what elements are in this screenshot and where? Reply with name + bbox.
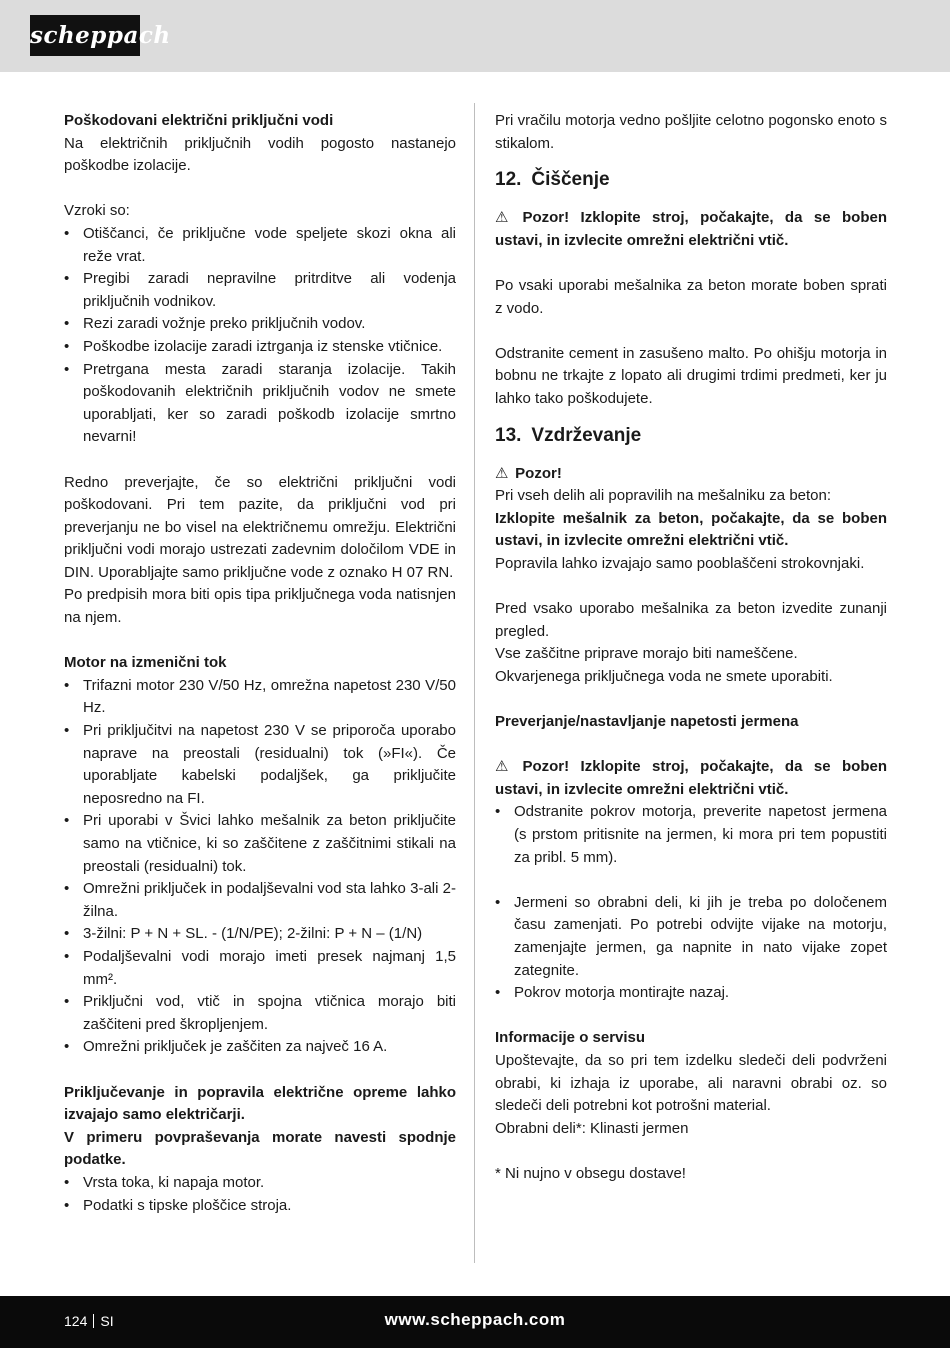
section-number: 12. — [495, 169, 522, 191]
section-title: Čiščenje — [531, 169, 610, 191]
belt-tension-title: Preverjanje/nastavljanje napetosti jermena — [495, 713, 799, 731]
list-item: • Podatki s tipske ploščice stroja. — [64, 1195, 456, 1218]
maintenance-heading — [495, 411, 887, 463]
right-column — [495, 110, 887, 1186]
cleaning-warning — [495, 207, 887, 252]
footnote: * Ni nujno v obsegu dostave! — [495, 1164, 686, 1182]
list-item: • Pretrgana mesta zaradi staranja izolacije. Takih poškodovanih električnih priključnih vodov ne smete uporabljati, ker so zaradi poškodb izolacije smrtno nevarni! — [64, 359, 456, 449]
list-item: • 3-žilni: P + N + SL. - (1/N/PE); 2-žilni: P + N – (1/N) — [64, 923, 456, 946]
section-number: 13. — [495, 424, 522, 446]
left-column — [64, 110, 456, 1217]
causes-label: Vzroki so: — [64, 202, 130, 220]
warning-triangle-icon: ⚠ — [495, 464, 509, 482]
section-title: Vzdrževanje — [531, 424, 642, 446]
list-item: • Pregibi zaradi nepravilne pritrditve ali vodenja priključnih vodnikov. — [64, 268, 456, 313]
inquiry-note: V primeru povpraševanja morate navesti spodnje podatke. — [64, 1128, 456, 1169]
list-item: • Pri priključitvi na napetost 230 V se priporoča uporabo naprave na preostali (residualni) tok (»FI«). Če uporabljate kabelski podaljšek, ga priključite neposredno na FI. — [64, 720, 456, 810]
list-item: • Omrežni priključek je zaščiten za največ 16 A. — [64, 1036, 456, 1059]
cleaning-paragraph-2: Odstranite cement in zasušeno malto. Po ohišju motorja in bobnu ne trkajte z lopato ali drugimi trdimi predmeti, ker ju lahko tako poškodujete. — [495, 344, 887, 407]
language-code: SI — [100, 1313, 114, 1329]
list-item: • Pokrov motorja montirajte nazaj. — [495, 982, 887, 1005]
maintenance-authorized: Popravila lahko izvajajo samo pooblaščeni strokovnjaki. — [495, 554, 865, 572]
maintenance-cable: Okvarjenega priključnega voda ne smete uporabiti. — [495, 667, 833, 685]
warning-triangle-icon: ⚠ — [495, 209, 509, 227]
list-item: • Poškodbe izolacije zaradi iztrganja iz stenske vtičnice. — [64, 336, 456, 359]
causes-list — [64, 223, 456, 449]
wear-parts: Obrabni deli*: Klinasti jermen — [495, 1119, 689, 1137]
maintenance-guards: Vse zaščitne priprave morajo biti nameščene. — [495, 645, 798, 663]
maintenance-bold-instruction: Izklopite mešalnik za beton, počakajte, da se boben ustavi, in izvlecite omrežni električni vtič. — [495, 509, 887, 550]
damaged-cables-intro: Na električnih priključnih vodih pogosto nastanejo poškodbe izolacije. — [64, 134, 456, 175]
electricians-note: Priključevanje in popravila električne opreme lahko izvajajo samo električarji. — [64, 1083, 456, 1124]
cleaning-heading — [495, 155, 887, 207]
service-info-title: Informacije o servisu — [495, 1029, 646, 1047]
maintenance-warning — [495, 463, 887, 486]
maintenance-line: Pri vseh delih ali popravilih na mešalniku za beton: — [495, 487, 832, 505]
maintenance-check: Pred vsako uporabo mešalnika za beton izvedite zunanji pregled. — [495, 600, 887, 640]
warning-text: Pozor! Izklopite stroj, počakajte, da se boben ustavi, in izvlecite omrežni električni vtič. — [495, 209, 887, 249]
belt-warning — [495, 756, 887, 801]
list-item: • Otiščanci, če priključne vode speljete skozi okna ali reže vrat. — [64, 223, 456, 268]
warning-triangle-icon: ⚠ — [495, 758, 509, 776]
warning-text: Pozor! — [515, 464, 562, 482]
ac-motor-list — [64, 675, 456, 1059]
page-header — [0, 0, 950, 72]
list-item: • Pri uporabi v Švici lahko mešalnik za beton priključite samo na vtičnice, ki so zaščitene z zaščitnimi stikali na preostali (residualni) tok. — [64, 810, 456, 878]
service-info-paragraph: Upoštevajte, da so pri tem izdelku sledeči deli podvrženi obrabi, ki izhaja iz uporabe, ali naravni obrabi oz. so sledeči deli potrebni kot potrošni material. — [495, 1051, 887, 1115]
page-number-value: 124 — [64, 1313, 88, 1329]
check-cables-paragraph: Redno preverjajte, če so električni priključni vodi poškodovani. Pri tem pazite, da priključni vod pri preverjanju ne bo visel na električnemu omrežju. Električni priključni vodi morajo ustrezati zadevnim določilom VDE in DIN. Uporabljajte samo priključne vode z oznako H 07 RN. — [64, 473, 456, 581]
cable-type-paragraph: Po predpisih mora biti opis tipa priključnega voda natisnjen na njem. — [64, 586, 456, 627]
cleaning-paragraph-1: Po vsaki uporabi mešalnika za beton morate boben sprati z vodo. — [495, 276, 887, 317]
warning-text: Pozor! Izklopite stroj, počakajte, da se boben ustavi, in izvlecite omrežni električni vtič. — [495, 758, 887, 798]
list-item: • Omrežni priključek in podaljševalni vod sta lahko 3-ali 2-žilna. — [64, 878, 456, 923]
column-divider — [474, 103, 475, 1263]
list-item: • Priključni vod, vtič in spojna vtičnica morajo biti zaščiteni pred škropljenjem. — [64, 991, 456, 1036]
belt-list-a — [495, 801, 887, 869]
website-link[interactable]: www.scheppach.com — [384, 1310, 566, 1329]
page-footer — [0, 1296, 950, 1348]
ac-motor-title: Motor na izmenični tok — [64, 654, 227, 672]
list-item: • Podaljševalni vodi morajo imeti presek najmanj 1,5 mm². — [64, 946, 456, 991]
belt-list-b — [495, 892, 887, 1005]
list-item: • Odstranite pokrov motorja, preverite napetost jermena (s prstom pritisnite na jermen, ki mora pri tem popustiti za pribl. 5 mm). — [495, 801, 887, 869]
list-item: • Jermeni so obrabni deli, ki jih je treba po določenem času zamenjati. Po potrebi odvijte vijake na motorju, zamenjajte jermen, ga napnite in nato vijake zopet zategnite. — [495, 892, 887, 982]
return-paragraph: Pri vračilu motorja vedno pošljite celotno pogonsko enoto s stikalom. — [495, 112, 887, 152]
list-item: • Vrsta toka, ki napaja motor. — [64, 1172, 456, 1195]
inquiry-list — [64, 1172, 456, 1217]
scheppach-logo: scheppach — [30, 15, 140, 56]
damaged-cables-title: Poškodovani električni priključni vodi — [64, 112, 334, 129]
list-item: • Trifazni motor 230 V/50 Hz, omrežna napetost 230 V/50 Hz. — [64, 675, 456, 720]
list-item: • Rezi zaradi vožnje preko priključnih vodov. — [64, 313, 456, 336]
